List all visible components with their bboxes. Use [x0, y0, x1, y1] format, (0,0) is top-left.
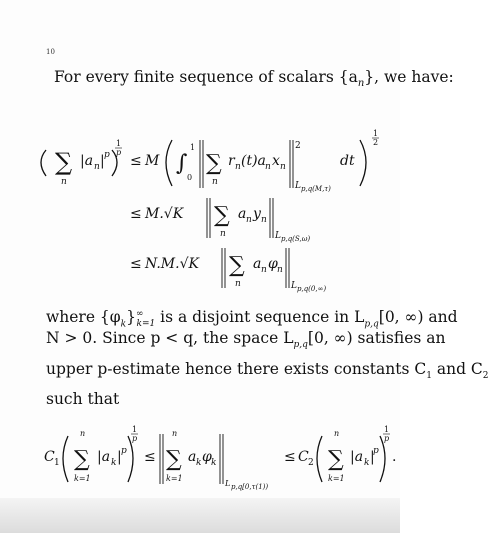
svg-text:0: 0 [187, 173, 193, 182]
svg-text:p,q(S,ω): p,q(S,ω) [281, 235, 311, 243]
svg-text:dt: dt [340, 153, 355, 169]
svg-text:n: n [261, 265, 267, 275]
svg-text:p,q(M,τ): p,q(M,τ) [301, 185, 331, 193]
svg-text:n: n [94, 162, 100, 172]
svg-text:|: | [370, 449, 375, 465]
svg-text:k=1: k=1 [166, 474, 183, 483]
svg-text:|a: |a [97, 449, 111, 465]
svg-text:N.M.√K: N.M.√K [145, 256, 199, 272]
svg-text:2: 2 [308, 458, 314, 468]
svg-text:k=1: k=1 [74, 474, 91, 483]
svg-text:M.√K: M.√K [145, 206, 184, 222]
inequality-line-2 [130, 198, 310, 243]
svg-text:|a: |a [350, 449, 364, 465]
svg-text:2: 2 [373, 138, 379, 147]
svg-text:1: 1 [190, 143, 196, 152]
svg-text:p,q(0,∞): p,q(0,∞) [297, 285, 327, 293]
inequality-line-1 [41, 129, 379, 193]
svg-text:n: n [246, 215, 252, 225]
svg-text:k: k [111, 458, 117, 468]
svg-text:≤: ≤ [144, 449, 156, 465]
svg-text:a: a [188, 449, 197, 465]
svg-text:∑: ∑ [214, 203, 230, 228]
svg-text:L: L [225, 479, 231, 488]
final-inequality [44, 425, 396, 491]
svg-text:n: n [280, 162, 286, 172]
svg-text:p: p [104, 150, 110, 160]
svg-text:(t)a: (t)a [241, 153, 266, 169]
svg-text:y: y [253, 206, 261, 222]
svg-text:L: L [295, 181, 301, 191]
svg-text:x: x [272, 153, 280, 169]
svg-text:n: n [261, 215, 267, 225]
paragraph-line-1: where $\{\varphi_k\}^\infty_{k=1}$ is a disjoint sequence in $L_{p,q}[0$, ∞) and [46, 308, 458, 330]
svg-text:|: | [100, 153, 105, 169]
svg-text:1: 1 [132, 425, 138, 434]
svg-text:L: L [291, 281, 297, 291]
svg-text:r: r [228, 153, 235, 169]
svg-text:∑: ∑ [74, 447, 90, 472]
svg-text:1: 1 [116, 139, 122, 148]
big-left-paren [166, 140, 172, 186]
svg-text:1: 1 [54, 458, 60, 468]
svg-text:∑: ∑ [328, 447, 344, 472]
svg-text:p: p [121, 446, 127, 456]
paragraph-line-2: N > 0. Since p < q, the space $L_{p,q}[0$, ∞) satisfies an [46, 329, 446, 351]
svg-text:a: a [238, 206, 247, 222]
svg-text:k: k [211, 458, 217, 468]
svg-text:.: . [392, 449, 397, 465]
svg-text:p: p [116, 148, 122, 157]
svg-text:∑: ∑ [229, 253, 245, 278]
svg-text:p,q[0,τ(1)): p,q[0,τ(1)) [231, 483, 269, 491]
svg-text:a: a [253, 256, 262, 272]
svg-text:n: n [277, 265, 283, 275]
svg-text:1: 1 [373, 129, 379, 138]
svg-text:φ: φ [202, 449, 212, 465]
svg-text:n: n [235, 162, 241, 172]
svg-text:n: n [334, 429, 340, 438]
svg-text:n: n [61, 177, 67, 187]
svg-text:≤: ≤ [284, 449, 296, 465]
intro-text: For every finite sequence of scalars $\{a_n\}$, we have: [54, 68, 454, 90]
svg-text:n: n [235, 279, 241, 289]
svg-text:n: n [265, 162, 271, 172]
scan-bottom-shading [0, 498, 400, 533]
svg-text:C: C [298, 449, 309, 465]
svg-text:M: M [145, 153, 160, 169]
svg-text:n: n [212, 177, 218, 187]
svg-text:≤: ≤ [130, 153, 142, 169]
integral-symbol: ∫ [176, 151, 188, 176]
svg-text:k=1: k=1 [328, 474, 345, 483]
svg-text:n: n [220, 229, 226, 239]
sum-symbol: ∑ [55, 148, 73, 176]
svg-text:≤: ≤ [130, 256, 142, 272]
svg-text:∑: ∑ [206, 151, 222, 176]
svg-text:k: k [364, 458, 370, 468]
svg-text:φ: φ [268, 256, 278, 272]
svg-text:p: p [132, 434, 138, 443]
svg-text:2: 2 [295, 141, 301, 151]
svg-text:≤: ≤ [130, 206, 142, 222]
svg-text:p: p [373, 446, 379, 456]
svg-text:p: p [384, 434, 390, 443]
svg-text:∑: ∑ [166, 447, 182, 472]
inequality-line-3 [130, 248, 326, 293]
svg-text:n: n [172, 429, 178, 438]
svg-text:k: k [196, 458, 202, 468]
paragraph-line-4: such that [46, 390, 120, 408]
left-paren [41, 150, 46, 176]
svg-text:|a: |a [80, 153, 94, 169]
big-right-paren [360, 140, 366, 186]
page-number: 10 [46, 48, 55, 56]
svg-text:1: 1 [384, 425, 390, 434]
svg-text:|: | [117, 449, 122, 465]
svg-text:n: n [80, 429, 86, 438]
paragraph-line-3: upper p-estimate hence there exists constants $C_1$ and $C_2$ [46, 360, 489, 382]
svg-text:C: C [44, 449, 55, 465]
svg-text:L: L [275, 231, 281, 241]
